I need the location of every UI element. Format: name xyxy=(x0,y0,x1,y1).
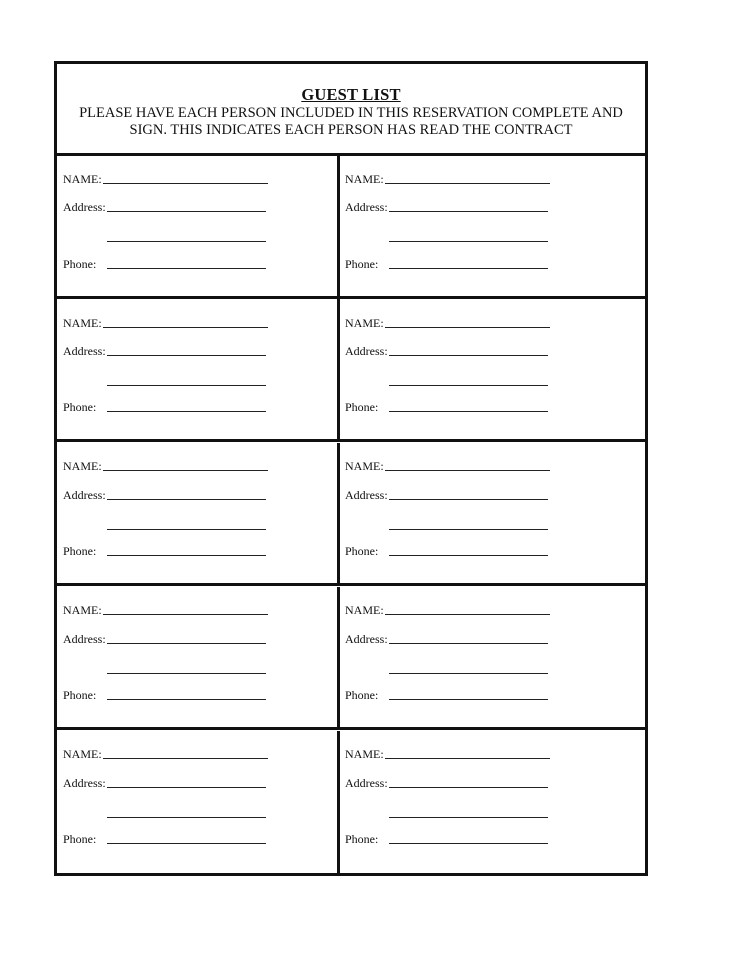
name-blank-line[interactable] xyxy=(103,614,268,615)
address-field-label: Address: xyxy=(345,632,388,646)
phone-field-label: Phone: xyxy=(63,688,97,702)
name-blank-line[interactable] xyxy=(103,327,268,328)
address-field-label: Address: xyxy=(345,344,388,358)
guest-entry-card xyxy=(340,156,645,299)
name-field-label: NAME: xyxy=(63,459,102,473)
address-field-label: Address: xyxy=(345,488,388,502)
phone-field-label: Phone: xyxy=(63,400,97,414)
address-blank-line-2[interactable] xyxy=(107,385,266,386)
address-blank-line-2[interactable] xyxy=(389,385,548,386)
address-blank-line-2[interactable] xyxy=(389,817,548,818)
name-field-label: NAME: xyxy=(345,603,384,617)
phone-blank-line[interactable] xyxy=(107,411,266,412)
phone-blank-line[interactable] xyxy=(389,411,548,412)
phone-blank-line[interactable] xyxy=(107,699,266,700)
guest-entry-card xyxy=(340,443,645,586)
address-field-label: Address: xyxy=(345,776,388,790)
name-blank-line[interactable] xyxy=(385,327,550,328)
name-blank-line[interactable] xyxy=(385,614,550,615)
address-field-label: Address: xyxy=(63,488,106,502)
phone-field-label: Phone: xyxy=(63,832,97,846)
name-field-label: NAME: xyxy=(345,459,384,473)
guest-entry-card xyxy=(57,443,340,586)
address-blank-line-1[interactable] xyxy=(389,787,548,788)
address-blank-line-1[interactable] xyxy=(107,355,266,356)
phone-blank-line[interactable] xyxy=(389,843,548,844)
address-field-label: Address: xyxy=(345,200,388,214)
name-blank-line[interactable] xyxy=(385,470,550,471)
address-blank-line-1[interactable] xyxy=(389,211,548,212)
guest-entry-card xyxy=(57,587,340,730)
name-field-label: NAME: xyxy=(63,172,102,186)
guest-entry-card xyxy=(57,299,340,442)
guest-entry-card xyxy=(57,731,340,873)
address-field-label: Address: xyxy=(63,776,106,790)
address-blank-line-2[interactable] xyxy=(389,241,548,242)
name-blank-line[interactable] xyxy=(103,183,268,184)
phone-field-label: Phone: xyxy=(345,257,379,271)
name-blank-line[interactable] xyxy=(103,470,268,471)
name-field-label: NAME: xyxy=(63,316,102,330)
address-field-label: Address: xyxy=(63,344,106,358)
address-blank-line-1[interactable] xyxy=(389,643,548,644)
phone-field-label: Phone: xyxy=(345,832,379,846)
guest-entry-card xyxy=(340,299,645,442)
guest-entry-card xyxy=(340,731,645,873)
guest-entry-grid xyxy=(57,156,645,873)
name-field-label: NAME: xyxy=(63,603,102,617)
address-blank-line-1[interactable] xyxy=(107,643,266,644)
phone-blank-line[interactable] xyxy=(107,555,266,556)
name-field-label: NAME: xyxy=(345,316,384,330)
phone-blank-line[interactable] xyxy=(389,699,548,700)
phone-field-label: Phone: xyxy=(345,544,379,558)
guest-entry-card xyxy=(57,156,340,299)
address-blank-line-1[interactable] xyxy=(107,499,266,500)
guest-list-form xyxy=(54,61,648,876)
name-blank-line[interactable] xyxy=(385,183,550,184)
address-blank-line-2[interactable] xyxy=(389,673,548,674)
name-field-label: NAME: xyxy=(63,747,102,761)
name-blank-line[interactable] xyxy=(385,758,550,759)
address-blank-line-1[interactable] xyxy=(389,499,548,500)
phone-blank-line[interactable] xyxy=(389,555,548,556)
form-header xyxy=(57,64,645,156)
address-blank-line-2[interactable] xyxy=(389,529,548,530)
address-blank-line-1[interactable] xyxy=(389,355,548,356)
address-blank-line-2[interactable] xyxy=(107,241,266,242)
phone-blank-line[interactable] xyxy=(389,268,548,269)
address-field-label: Address: xyxy=(63,632,106,646)
name-field-label: NAME: xyxy=(345,747,384,761)
address-blank-line-2[interactable] xyxy=(107,673,266,674)
form-title: GUEST LIST xyxy=(301,85,401,104)
phone-field-label: Phone: xyxy=(345,688,379,702)
phone-field-label: Phone: xyxy=(63,544,97,558)
form-instructions: PLEASE HAVE EACH PERSON INCLUDED IN THIS RESERVATION COMPLETE AND SIGN. THIS INDICATES EACH PERSON HAS READ THE CONTRACT xyxy=(79,105,623,138)
guest-entry-card xyxy=(340,587,645,730)
phone-field-label: Phone: xyxy=(63,257,97,271)
address-field-label: Address: xyxy=(63,200,106,214)
address-blank-line-2[interactable] xyxy=(107,529,266,530)
name-field-label: NAME: xyxy=(345,172,384,186)
address-blank-line-1[interactable] xyxy=(107,211,266,212)
phone-field-label: Phone: xyxy=(345,400,379,414)
phone-blank-line[interactable] xyxy=(107,843,266,844)
phone-blank-line[interactable] xyxy=(107,268,266,269)
address-blank-line-1[interactable] xyxy=(107,787,266,788)
name-blank-line[interactable] xyxy=(103,758,268,759)
address-blank-line-2[interactable] xyxy=(107,817,266,818)
